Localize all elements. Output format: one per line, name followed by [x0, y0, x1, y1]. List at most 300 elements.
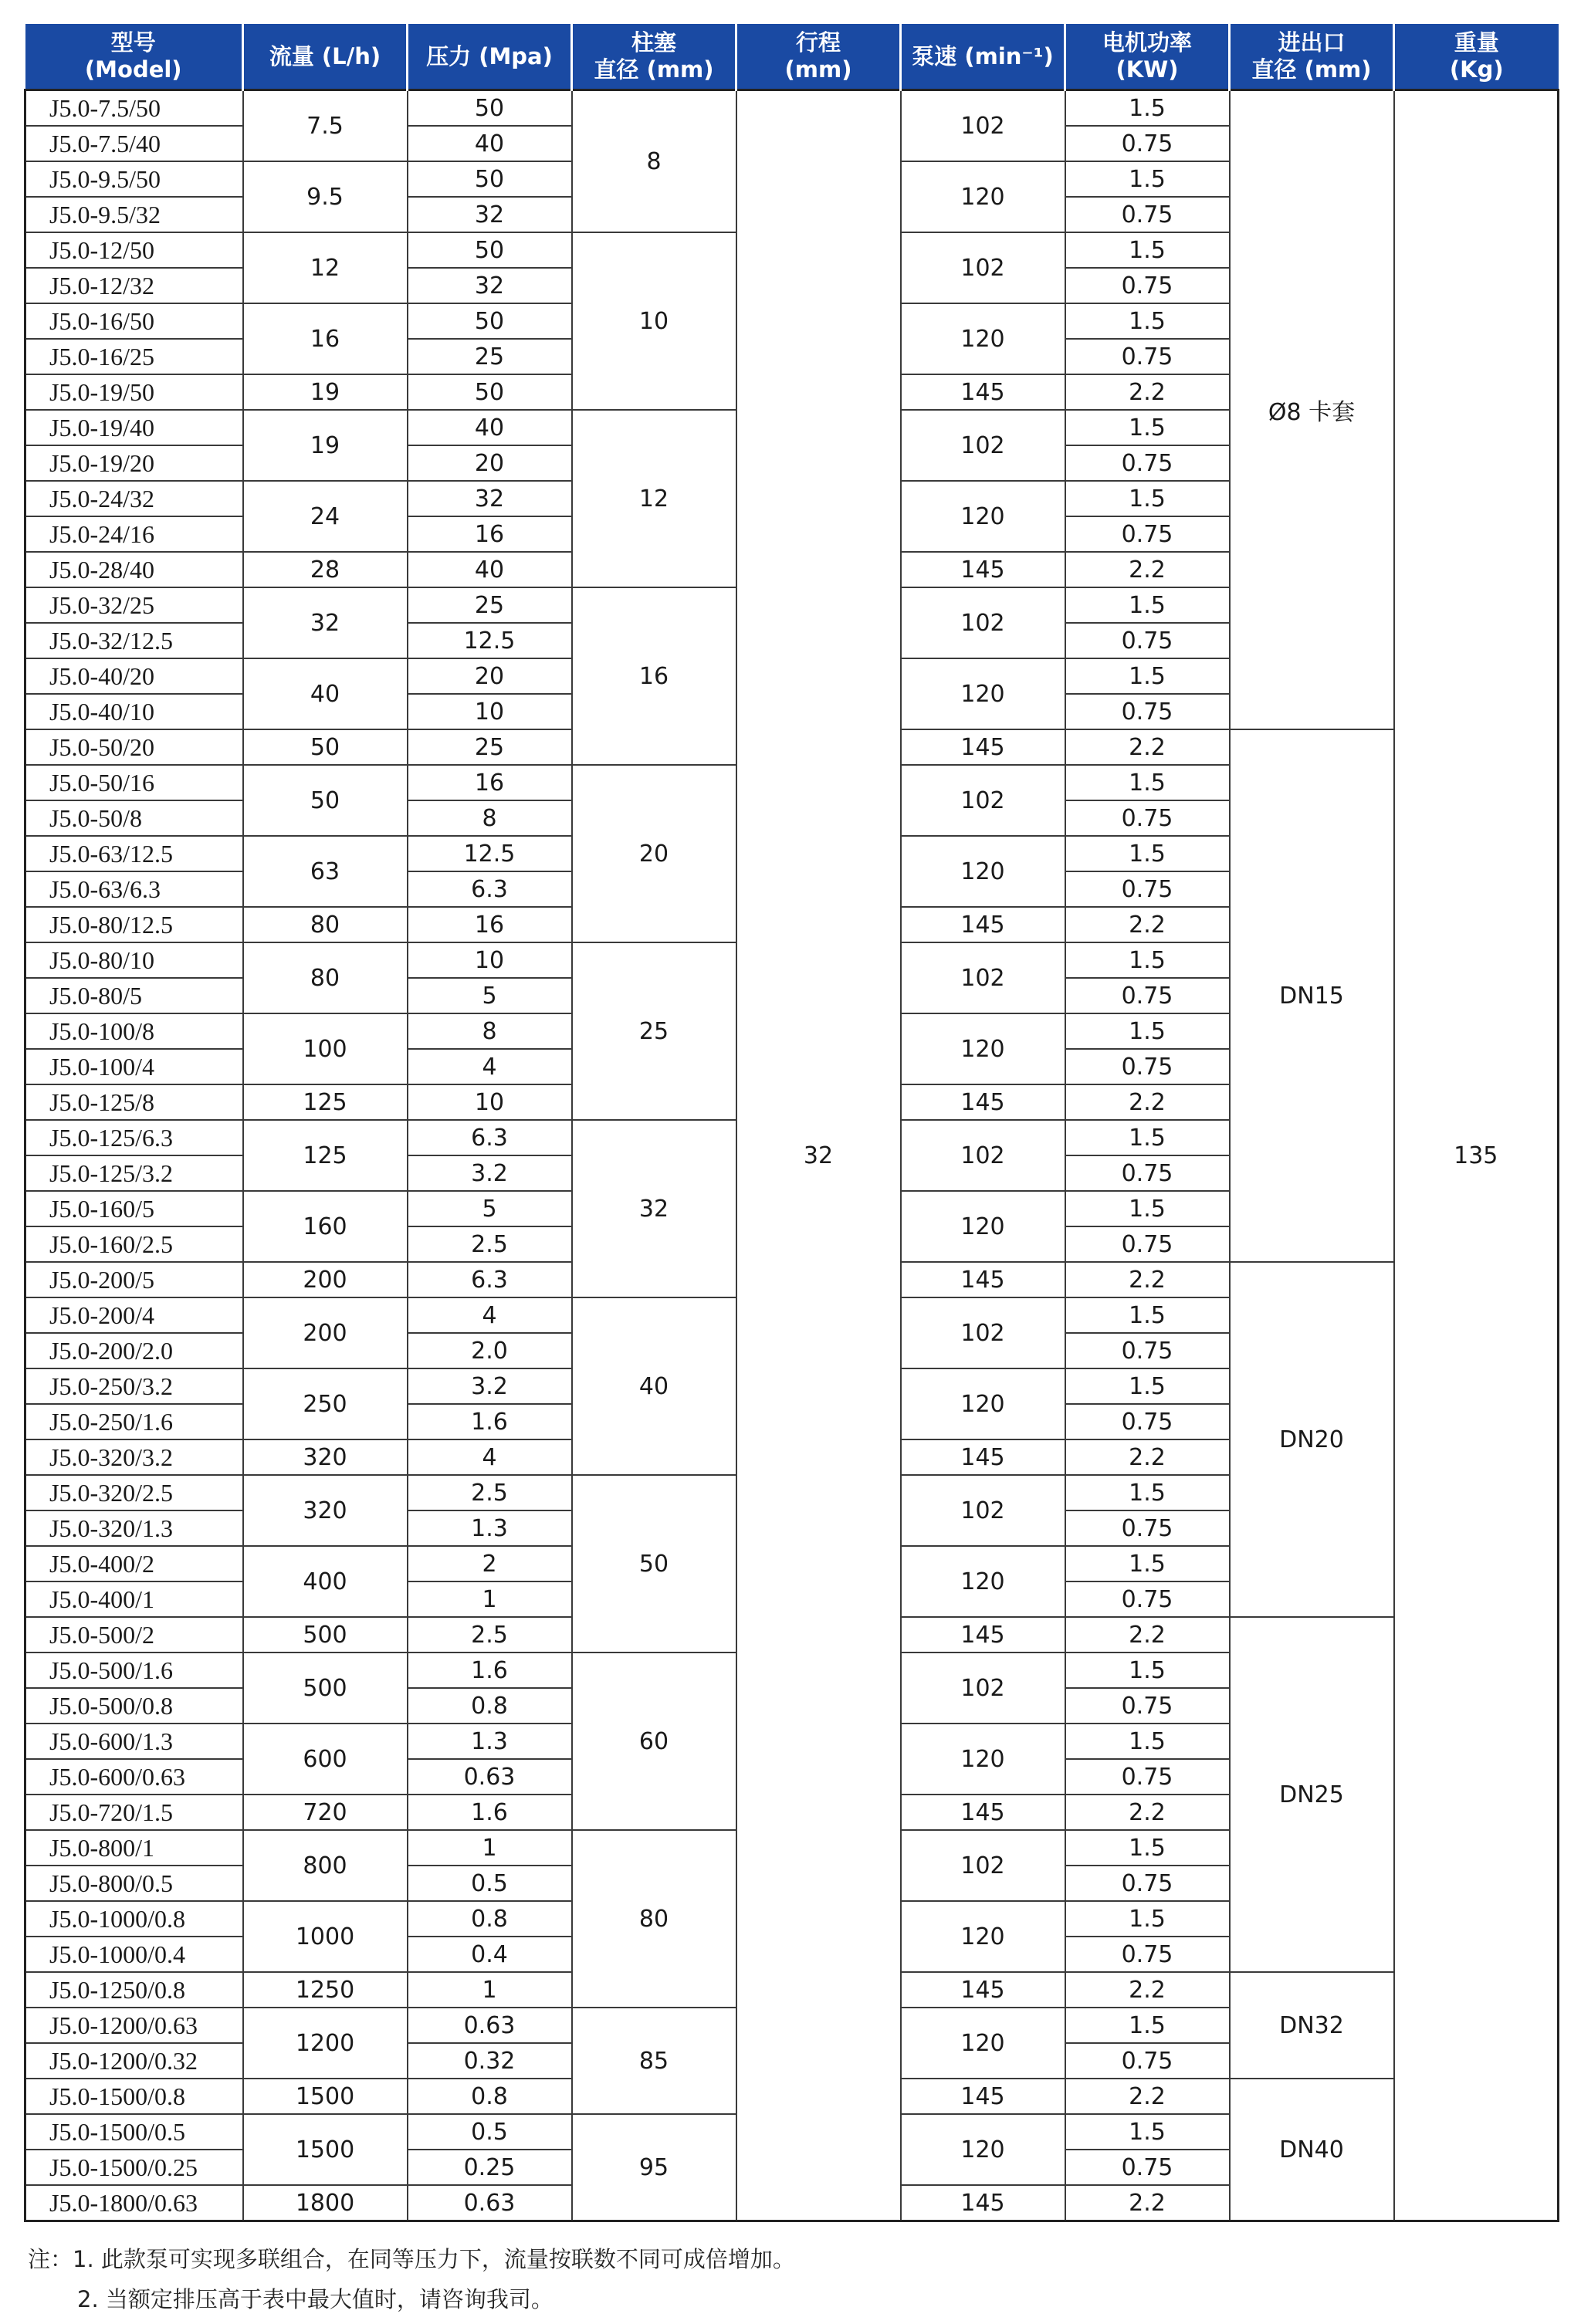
pressure-cell: 8: [408, 1013, 572, 1049]
speed-cell: 145: [901, 1262, 1065, 1297]
speed-cell: 102: [901, 410, 1065, 481]
plunger-cell: 8: [572, 90, 736, 233]
power-cell: 1.5: [1065, 1191, 1230, 1226]
flow-cell: 19: [243, 374, 408, 410]
power-cell: 1.5: [1065, 836, 1230, 871]
pressure-cell: 16: [408, 907, 572, 942]
speed-cell: 120: [901, 161, 1065, 232]
speed-cell: 102: [901, 232, 1065, 303]
pressure-cell: 12.5: [408, 623, 572, 658]
header-text: 电机功率: [1102, 29, 1192, 56]
model-cell: J5.0-24/16: [25, 516, 243, 552]
flow-cell: 400: [243, 1546, 408, 1617]
header-plunger-diameter: [572, 24, 736, 90]
plunger-cell: 16: [572, 587, 736, 765]
model-cell: J5.0-320/2.5: [25, 1475, 243, 1510]
flow-cell: 50: [243, 729, 408, 765]
model-cell: J5.0-32/12.5: [25, 623, 243, 658]
flow-cell: 1800: [243, 2185, 408, 2221]
table-row: [25, 90, 1559, 127]
pressure-cell: 1: [408, 1830, 572, 1866]
flow-cell: 28: [243, 552, 408, 587]
model-cell: J5.0-80/10: [25, 942, 243, 978]
pressure-cell: 50: [408, 161, 572, 197]
header-text: 重量: [1454, 29, 1499, 56]
plunger-cell: 12: [572, 410, 736, 587]
model-cell: J5.0-80/12.5: [25, 907, 243, 942]
model-cell: J5.0-63/6.3: [25, 871, 243, 907]
speed-cell: 120: [901, 1013, 1065, 1084]
power-cell: 1.5: [1065, 1830, 1230, 1866]
flow-cell: 125: [243, 1120, 408, 1191]
header-text: 直径 (mm): [1251, 56, 1372, 83]
power-cell: 0.75: [1065, 623, 1230, 658]
model-cell: J5.0-7.5/40: [25, 126, 243, 161]
header-pump-speed: [901, 24, 1065, 90]
flow-cell: 24: [243, 481, 408, 552]
model-cell: J5.0-500/1.6: [25, 1653, 243, 1688]
model-cell: J5.0-500/0.8: [25, 1688, 243, 1724]
model-cell: J5.0-24/32: [25, 481, 243, 516]
speed-cell: 102: [901, 1120, 1065, 1191]
pressure-cell: 1.6: [408, 1653, 572, 1688]
pressure-cell: 2.5: [408, 1475, 572, 1510]
flow-cell: 50: [243, 765, 408, 836]
speed-cell: 120: [901, 658, 1065, 729]
port-cell: DN25: [1230, 1617, 1394, 1972]
power-cell: 1.5: [1065, 410, 1230, 445]
power-cell: 0.75: [1065, 339, 1230, 374]
model-cell: J5.0-200/5: [25, 1262, 243, 1297]
pressure-cell: 1: [408, 1972, 572, 2008]
power-cell: 0.75: [1065, 1866, 1230, 1901]
pressure-cell: 5: [408, 978, 572, 1013]
flow-cell: 80: [243, 907, 408, 942]
power-cell: 0.75: [1065, 2043, 1230, 2079]
flow-cell: 80: [243, 942, 408, 1013]
pressure-cell: 12.5: [408, 836, 572, 871]
pressure-cell: 8: [408, 800, 572, 836]
power-cell: 2.2: [1065, 1439, 1230, 1475]
pressure-cell: 0.4: [408, 1937, 572, 1972]
model-cell: J5.0-50/20: [25, 729, 243, 765]
speed-cell: 120: [901, 1368, 1065, 1439]
model-cell: J5.0-50/16: [25, 765, 243, 800]
pressure-cell: 20: [408, 658, 572, 694]
model-cell: J5.0-12/50: [25, 232, 243, 268]
power-cell: 0.75: [1065, 694, 1230, 729]
header-text: 型号: [110, 29, 156, 56]
power-cell: 0.75: [1065, 1759, 1230, 1795]
model-cell: J5.0-19/20: [25, 445, 243, 481]
port-cell: DN20: [1230, 1262, 1394, 1617]
pressure-cell: 40: [408, 552, 572, 587]
spec-table: [24, 24, 1559, 2222]
model-cell: J5.0-1500/0.25: [25, 2150, 243, 2185]
power-cell: 0.75: [1065, 1937, 1230, 1972]
header-text: (Kg): [1449, 56, 1504, 83]
pressure-cell: 32: [408, 268, 572, 303]
model-cell: J5.0-250/3.2: [25, 1368, 243, 1404]
model-cell: J5.0-19/50: [25, 374, 243, 410]
power-cell: 2.2: [1065, 1617, 1230, 1653]
flow-cell: 1200: [243, 2008, 408, 2079]
pressure-cell: 32: [408, 197, 572, 232]
flow-cell: 100: [243, 1013, 408, 1084]
power-cell: 0.75: [1065, 1049, 1230, 1084]
speed-cell: 102: [901, 1297, 1065, 1368]
header-pressure: [408, 24, 572, 90]
flow-cell: 320: [243, 1475, 408, 1546]
pressure-cell: 16: [408, 765, 572, 800]
flow-cell: 1250: [243, 1972, 408, 2008]
power-cell: 1.5: [1065, 161, 1230, 197]
pressure-cell: 40: [408, 410, 572, 445]
pressure-cell: 10: [408, 1084, 572, 1120]
pressure-cell: 10: [408, 942, 572, 978]
power-cell: 2.2: [1065, 1084, 1230, 1120]
header-text: 泵速 (min⁻¹): [912, 42, 1054, 69]
header-text: 行程: [795, 29, 841, 56]
model-cell: J5.0-800/1: [25, 1830, 243, 1866]
pressure-cell: 2.5: [408, 1226, 572, 1262]
flow-cell: 1000: [243, 1901, 408, 1972]
pressure-cell: 4: [408, 1439, 572, 1475]
model-cell: J5.0-1200/0.63: [25, 2008, 243, 2043]
pressure-cell: 5: [408, 1191, 572, 1226]
speed-cell: 145: [901, 729, 1065, 765]
power-cell: 2.2: [1065, 2185, 1230, 2221]
power-cell: 1.5: [1065, 1901, 1230, 1937]
model-cell: J5.0-1200/0.32: [25, 2043, 243, 2079]
power-cell: 0.75: [1065, 1333, 1230, 1368]
flow-cell: 125: [243, 1084, 408, 1120]
model-cell: J5.0-400/1: [25, 1581, 243, 1617]
plunger-cell: 50: [572, 1475, 736, 1653]
power-cell: 1.5: [1065, 1120, 1230, 1155]
port-cell: Ø8 卡套: [1230, 90, 1394, 730]
pressure-cell: 1.3: [408, 1510, 572, 1546]
pressure-cell: 6.3: [408, 871, 572, 907]
header-row: [25, 24, 1559, 90]
pressure-cell: 0.63: [408, 1759, 572, 1795]
power-cell: 0.75: [1065, 268, 1230, 303]
flow-cell: 1500: [243, 2079, 408, 2114]
speed-cell: 120: [901, 303, 1065, 374]
power-cell: 1.5: [1065, 1546, 1230, 1581]
power-cell: 0.75: [1065, 1510, 1230, 1546]
power-cell: 2.2: [1065, 1972, 1230, 2008]
power-cell: 0.75: [1065, 871, 1230, 907]
pressure-cell: 40: [408, 126, 572, 161]
model-cell: J5.0-600/0.63: [25, 1759, 243, 1795]
plunger-cell: 60: [572, 1653, 736, 1830]
header-text: (mm): [784, 56, 852, 83]
power-cell: 1.5: [1065, 1724, 1230, 1759]
speed-cell: 120: [901, 2114, 1065, 2185]
plunger-cell: 25: [572, 942, 736, 1120]
table-body: [25, 90, 1559, 2221]
flow-cell: 32: [243, 587, 408, 658]
model-cell: J5.0-1000/0.8: [25, 1901, 243, 1937]
flow-cell: 40: [243, 658, 408, 729]
speed-cell: 120: [901, 1901, 1065, 1972]
model-cell: J5.0-32/25: [25, 587, 243, 623]
model-cell: J5.0-800/0.5: [25, 1866, 243, 1901]
model-cell: J5.0-320/3.2: [25, 1439, 243, 1475]
power-cell: 0.75: [1065, 126, 1230, 161]
power-cell: 0.75: [1065, 445, 1230, 481]
flow-cell: 800: [243, 1830, 408, 1901]
model-cell: J5.0-125/8: [25, 1084, 243, 1120]
model-cell: J5.0-250/1.6: [25, 1404, 243, 1439]
model-cell: J5.0-63/12.5: [25, 836, 243, 871]
power-cell: 2.2: [1065, 552, 1230, 587]
pressure-cell: 2: [408, 1546, 572, 1581]
speed-cell: 120: [901, 836, 1065, 907]
speed-cell: 145: [901, 552, 1065, 587]
note-2: 2. 当额定排压高于表中最大值时，请咨询我司。: [77, 2286, 554, 2312]
flow-cell: 63: [243, 836, 408, 907]
pressure-cell: 20: [408, 445, 572, 481]
power-cell: 1.5: [1065, 1653, 1230, 1688]
pressure-cell: 10: [408, 694, 572, 729]
power-cell: 2.2: [1065, 374, 1230, 410]
speed-cell: 102: [901, 1830, 1065, 1901]
weight-cell: 135: [1394, 90, 1559, 2221]
flow-cell: 12: [243, 232, 408, 303]
speed-cell: 145: [901, 1972, 1065, 2008]
header-text: (Model): [84, 56, 182, 83]
pressure-cell: 1.6: [408, 1404, 572, 1439]
pressure-cell: 4: [408, 1297, 572, 1333]
pressure-cell: 16: [408, 516, 572, 552]
model-cell: J5.0-16/25: [25, 339, 243, 374]
pressure-cell: 6.3: [408, 1262, 572, 1297]
header-text: 直径 (mm): [594, 56, 714, 83]
speed-cell: 102: [901, 90, 1065, 162]
port-cell: DN15: [1230, 729, 1394, 1262]
pressure-cell: 6.3: [408, 1120, 572, 1155]
header-text: (KW): [1116, 56, 1179, 83]
flow-cell: 500: [243, 1617, 408, 1653]
power-cell: 0.75: [1065, 1404, 1230, 1439]
speed-cell: 120: [901, 1191, 1065, 1262]
model-cell: J5.0-1250/0.8: [25, 1972, 243, 2008]
model-cell: J5.0-19/40: [25, 410, 243, 445]
model-cell: J5.0-12/32: [25, 268, 243, 303]
header-text: 进出口: [1278, 29, 1346, 56]
pressure-cell: 25: [408, 339, 572, 374]
model-cell: J5.0-16/50: [25, 303, 243, 339]
pressure-cell: 0.32: [408, 2043, 572, 2079]
pressure-cell: 0.5: [408, 1866, 572, 1901]
header-flow: [243, 24, 408, 90]
model-cell: J5.0-9.5/32: [25, 197, 243, 232]
power-cell: 1.5: [1065, 90, 1230, 127]
model-cell: J5.0-28/40: [25, 552, 243, 587]
speed-cell: 102: [901, 1475, 1065, 1546]
power-cell: 1.5: [1065, 942, 1230, 978]
power-cell: 1.5: [1065, 587, 1230, 623]
pressure-cell: 0.5: [408, 2114, 572, 2150]
model-cell: J5.0-600/1.3: [25, 1724, 243, 1759]
flow-cell: 200: [243, 1262, 408, 1297]
model-cell: J5.0-1500/0.8: [25, 2079, 243, 2114]
power-cell: 1.5: [1065, 1368, 1230, 1404]
pressure-cell: 0.8: [408, 1901, 572, 1937]
pressure-cell: 0.63: [408, 2008, 572, 2043]
header-text: 流量 (L/h): [269, 42, 381, 69]
plunger-cell: 32: [572, 1120, 736, 1297]
power-cell: 0.75: [1065, 1688, 1230, 1724]
pressure-cell: 2.0: [408, 1333, 572, 1368]
flow-cell: 720: [243, 1795, 408, 1830]
pressure-cell: 1.3: [408, 1724, 572, 1759]
model-cell: J5.0-9.5/50: [25, 161, 243, 197]
power-cell: 1.5: [1065, 658, 1230, 694]
speed-cell: 145: [901, 907, 1065, 942]
model-cell: J5.0-1800/0.63: [25, 2185, 243, 2221]
model-cell: J5.0-160/5: [25, 1191, 243, 1226]
flow-cell: 200: [243, 1297, 408, 1368]
model-cell: J5.0-400/2: [25, 1546, 243, 1581]
speed-cell: 120: [901, 2008, 1065, 2079]
model-cell: J5.0-40/10: [25, 694, 243, 729]
plunger-cell: 10: [572, 232, 736, 410]
pressure-cell: 0.25: [408, 2150, 572, 2185]
speed-cell: 102: [901, 587, 1065, 658]
power-cell: 2.2: [1065, 729, 1230, 765]
power-cell: 1.5: [1065, 303, 1230, 339]
model-cell: J5.0-200/4: [25, 1297, 243, 1333]
model-cell: J5.0-720/1.5: [25, 1795, 243, 1830]
flow-cell: 19: [243, 410, 408, 481]
power-cell: 2.2: [1065, 907, 1230, 942]
plunger-cell: 20: [572, 765, 736, 942]
header-weight: [1394, 24, 1559, 90]
model-cell: J5.0-50/8: [25, 800, 243, 836]
power-cell: 0.75: [1065, 1581, 1230, 1617]
speed-cell: 145: [901, 2079, 1065, 2114]
power-cell: 1.5: [1065, 481, 1230, 516]
flow-cell: 7.5: [243, 90, 408, 162]
pressure-cell: 2.5: [408, 1617, 572, 1653]
power-cell: 1.5: [1065, 1013, 1230, 1049]
power-cell: 1.5: [1065, 232, 1230, 268]
speed-cell: 120: [901, 1724, 1065, 1795]
note-1: 注：1. 此款泵可实现多联组合，在同等压力下，流量按联数不同可成倍增加。: [28, 2246, 795, 2272]
speed-cell: 145: [901, 1439, 1065, 1475]
pressure-cell: 0.8: [408, 1688, 572, 1724]
pressure-cell: 4: [408, 1049, 572, 1084]
pressure-cell: 32: [408, 481, 572, 516]
flow-cell: 320: [243, 1439, 408, 1475]
model-cell: J5.0-125/3.2: [25, 1155, 243, 1191]
flow-cell: 250: [243, 1368, 408, 1439]
flow-cell: 16: [243, 303, 408, 374]
model-cell: J5.0-1000/0.4: [25, 1937, 243, 1972]
power-cell: 1.5: [1065, 1297, 1230, 1333]
speed-cell: 120: [901, 481, 1065, 552]
header-model: [25, 24, 243, 90]
pressure-cell: 50: [408, 303, 572, 339]
power-cell: 0.75: [1065, 800, 1230, 836]
port-cell: DN32: [1230, 1972, 1394, 2079]
speed-cell: 102: [901, 942, 1065, 1013]
plunger-cell: 40: [572, 1297, 736, 1475]
flow-cell: 1500: [243, 2114, 408, 2185]
flow-cell: 9.5: [243, 161, 408, 232]
pressure-cell: 50: [408, 232, 572, 268]
power-cell: 0.75: [1065, 516, 1230, 552]
pressure-cell: 3.2: [408, 1368, 572, 1404]
pressure-cell: 50: [408, 90, 572, 127]
flow-cell: 500: [243, 1653, 408, 1724]
pressure-cell: 25: [408, 587, 572, 623]
power-cell: 2.2: [1065, 2079, 1230, 2114]
model-cell: J5.0-125/6.3: [25, 1120, 243, 1155]
model-cell: J5.0-100/4: [25, 1049, 243, 1084]
power-cell: 0.75: [1065, 978, 1230, 1013]
model-cell: J5.0-200/2.0: [25, 1333, 243, 1368]
speed-cell: 145: [901, 1795, 1065, 1830]
speed-cell: 145: [901, 1617, 1065, 1653]
power-cell: 1.5: [1065, 765, 1230, 800]
pressure-cell: 25: [408, 729, 572, 765]
plunger-cell: 80: [572, 1830, 736, 2008]
header-text: 压力 (Mpa): [426, 42, 553, 69]
power-cell: 0.75: [1065, 2150, 1230, 2185]
header-port-diameter: [1230, 24, 1394, 90]
port-cell: DN40: [1230, 2079, 1394, 2221]
model-cell: J5.0-500/2: [25, 1617, 243, 1653]
header-stroke: [736, 24, 901, 90]
flow-cell: 160: [243, 1191, 408, 1262]
power-cell: 1.5: [1065, 2008, 1230, 2043]
plunger-cell: 95: [572, 2114, 736, 2221]
notes: [28, 2239, 795, 2319]
header-motor-power: [1065, 24, 1230, 90]
speed-cell: 120: [901, 1546, 1065, 1617]
power-cell: 2.2: [1065, 1262, 1230, 1297]
stroke-cell: 32: [736, 90, 901, 2221]
power-cell: 0.75: [1065, 197, 1230, 232]
power-cell: 2.2: [1065, 1795, 1230, 1830]
header-text: 柱塞: [631, 29, 676, 56]
power-cell: 1.5: [1065, 1475, 1230, 1510]
power-cell: 1.5: [1065, 2114, 1230, 2150]
model-cell: J5.0-80/5: [25, 978, 243, 1013]
speed-cell: 102: [901, 1653, 1065, 1724]
speed-cell: 145: [901, 1084, 1065, 1120]
power-cell: 0.75: [1065, 1226, 1230, 1262]
model-cell: J5.0-1500/0.5: [25, 2114, 243, 2150]
power-cell: 0.75: [1065, 1155, 1230, 1191]
pressure-cell: 0.63: [408, 2185, 572, 2221]
flow-cell: 600: [243, 1724, 408, 1795]
model-cell: J5.0-160/2.5: [25, 1226, 243, 1262]
speed-cell: 145: [901, 2185, 1065, 2221]
model-cell: J5.0-7.5/50: [25, 90, 243, 127]
plunger-cell: 85: [572, 2008, 736, 2114]
pressure-cell: 3.2: [408, 1155, 572, 1191]
pressure-cell: 0.8: [408, 2079, 572, 2114]
speed-cell: 102: [901, 765, 1065, 836]
speed-cell: 145: [901, 374, 1065, 410]
model-cell: J5.0-40/20: [25, 658, 243, 694]
model-cell: J5.0-100/8: [25, 1013, 243, 1049]
